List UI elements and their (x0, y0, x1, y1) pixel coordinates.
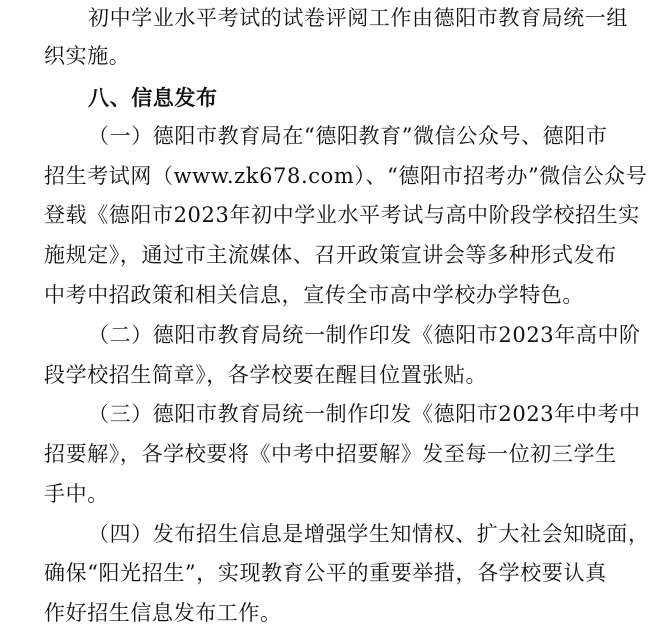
paragraph-line: （四）发布招生信息是增强学生知情权、扩大社会知晓面， (88, 522, 650, 546)
paragraph-line: 确保“阳光招生”，实现教育公平的重要举措，各学校要认真 (44, 561, 607, 585)
paragraph-line: 中考中招政策和相关信息，宣传全市高中学校办学特色。 (44, 283, 584, 307)
paragraph-line: 登载《德阳市2023年初中学业水平考试与高中阶段学校招生实 (44, 203, 640, 227)
section-heading: 八、信息发布 (88, 86, 218, 110)
paragraph-line: 招要解》，各学校要将《中考中招要解》发至每一位初三学生 (44, 442, 617, 466)
paragraph-line: （三）德阳市教育局统一制作印发《德阳市2023年中考中 (88, 402, 641, 426)
paragraph-line: 织实施。 (44, 44, 131, 68)
paragraph-line: 施规定》，通过市主流媒体、召开政策宣讲会等多种形式发布 (44, 243, 617, 267)
paragraph-line: 初中学业水平考试的试卷评阅工作由德阳市教育局统一组 (88, 6, 628, 30)
paragraph-line: 招生考试网（www.zk678.com）、“德阳市招考办”微信公众号 (44, 164, 648, 188)
paragraph-line: 作好招生信息发布工作。 (44, 601, 282, 625)
paragraph-line: （一）德阳市教育局在“德阳教育”微信公众号、德阳市 (88, 124, 608, 148)
paragraph-line: 手中。 (44, 482, 109, 506)
paragraph-line: （二）德阳市教育局统一制作印发《德阳市2023年高中阶 (88, 323, 641, 347)
paragraph-line: 段学校招生简章》，各学校要在醒目位置张贴。 (44, 363, 488, 387)
